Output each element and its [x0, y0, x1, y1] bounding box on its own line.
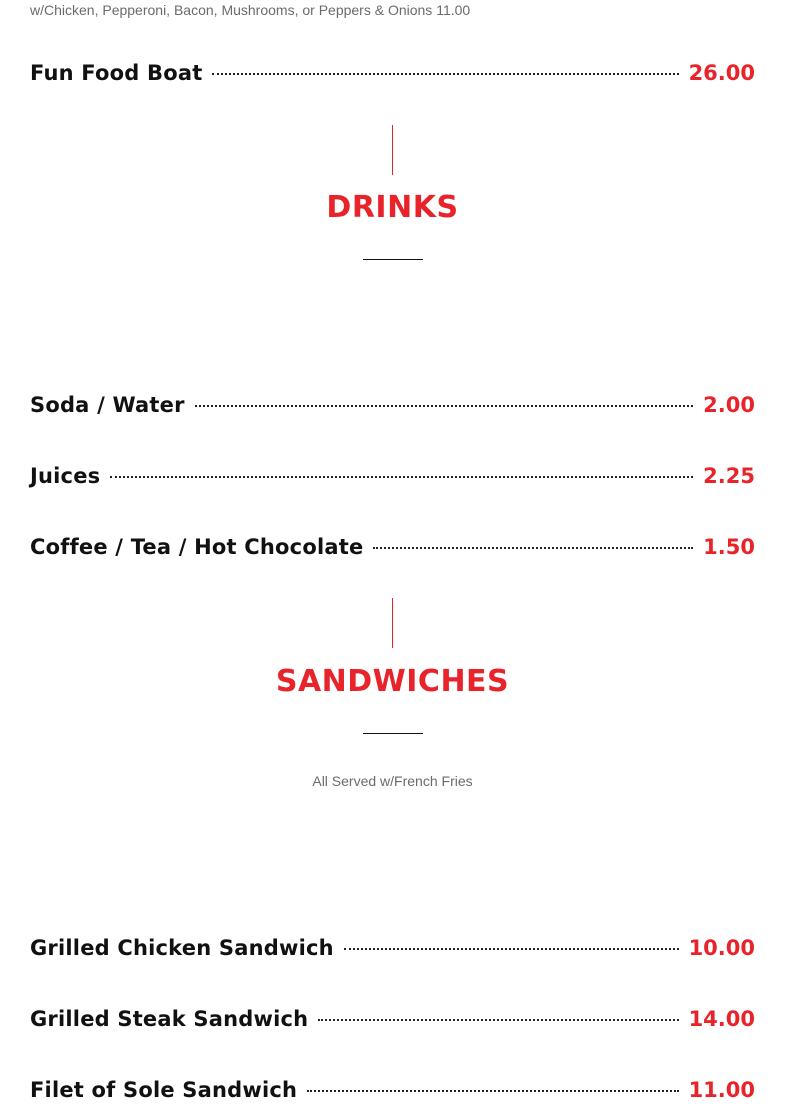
menu-item-name: Soda / Water [30, 393, 185, 417]
menu-item-grilled-steak-sandwich [30, 1004, 755, 1034]
menu-item-price: 1.50 [703, 535, 755, 559]
section-title-drinks: DRINKS [326, 190, 459, 225]
menu-item-grilled-chicken-sandwich [30, 933, 755, 963]
menu-item-coffee-tea-hot-chocolate [30, 532, 755, 562]
menu-item-price: 2.00 [703, 393, 755, 417]
menu-item-name: Grilled Chicken Sandwich [30, 936, 334, 960]
section-title-sandwiches: SANDWICHES [275, 664, 510, 699]
menu-item-soda-water [30, 390, 755, 420]
menu-item-name: Juices [30, 464, 101, 488]
dotted-leader [212, 73, 678, 75]
dotted-leader [344, 948, 679, 950]
dotted-leader [307, 1090, 678, 1092]
section-subtitle: All Served w/French Fries [312, 773, 473, 789]
dotted-leader [373, 547, 693, 549]
dotted-leader [318, 1019, 678, 1021]
menu-item-juices [30, 461, 755, 491]
menu-item-price: 2.25 [703, 464, 755, 488]
menu-item-name: Fun Food Boat [30, 61, 203, 85]
section-divider-horizontal [363, 733, 423, 734]
dotted-leader [110, 476, 693, 478]
menu-item-name: Coffee / Tea / Hot Chocolate [30, 535, 364, 559]
section-divider-vertical [392, 598, 393, 648]
dotted-leader [195, 405, 694, 407]
menu-item-price: 26.00 [688, 61, 755, 85]
menu-item-name: Grilled Steak Sandwich [30, 1007, 309, 1031]
section-divider-vertical [392, 125, 393, 175]
menu-item-filet-of-sole-sandwich [30, 1075, 755, 1105]
menu-item-price: 11.00 [688, 1078, 755, 1102]
menu-item-name: Filet of Sole Sandwich [30, 1078, 298, 1102]
menu-item-fun-food-boat [30, 58, 755, 88]
menu-item-price: 14.00 [688, 1007, 755, 1031]
menu-item-price: 10.00 [688, 936, 755, 960]
item-description: w/Chicken, Pepperoni, Bacon, Mushrooms, or Peppers & Onions 11.00 [30, 2, 471, 18]
section-divider-horizontal [363, 259, 423, 260]
